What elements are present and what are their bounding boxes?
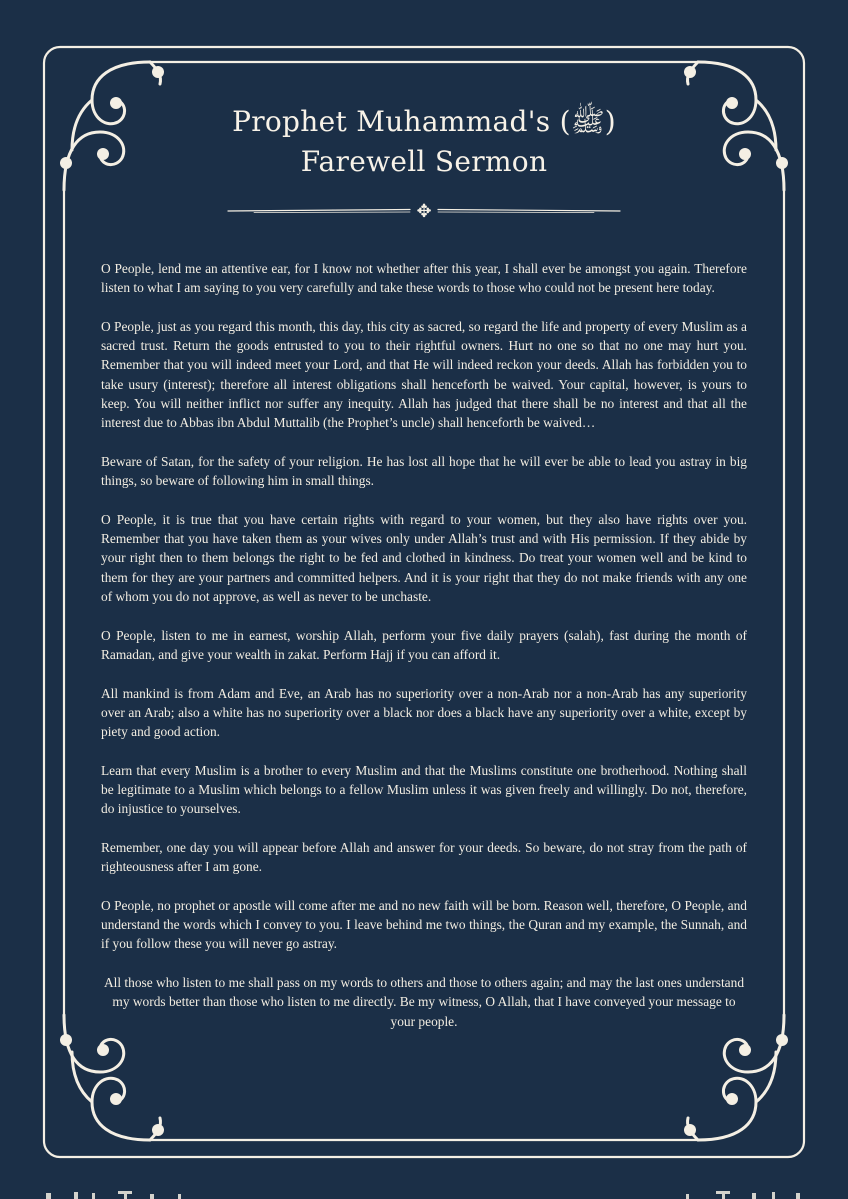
paragraph: All mankind is from Adam and Eve, an Arab has no superiority over a non-Arab nor a non-Arab has any superiority over an Arab; also a white has no superiority over a black nor does a black have any superiority over a white, except by piety and good action. [101,685,747,740]
paragraph: Learn that every Muslim is a brother to every Muslim and that the Muslims constitute one brotherhood. Nothing shall be legitimate to a Muslim which belongs to a fellow Muslim unless it was given freely and willingly. Do not, therefore, do injustice to yourselves. [101,762,747,817]
divider-ornament-icon: ✥ [416,201,432,222]
paragraph: Beware of Satan, for the safety of your religion. He has lost all hope that he will ever be able to lead you astray in big things, so beware of following him in small things. [101,453,747,489]
title-line-2: Farewell Sermon [300,145,548,178]
paragraph: O People, no prophet or apostle will come after me and no new faith will be born. Reason well, therefore, O People, and understand the words which I convey to you. I leave behind me two things, the Quran and my example, the Sunnah, and if you follow these you will never go astray. [101,897,747,952]
paragraph: O People, listen to me in earnest, worship Allah, perform your five daily prayers (salah), fast during the month of Ramadan, and give your wealth in zakat. Perform Hajj if you can afford it. [101,627,747,662]
paragraph: All those who listen to me shall pass on my words to others and those to others again; and may the last ones understand my words better than those who listen to me directly. Be my witness, O Allah, that I have conveyed your message to your people. [103,974,745,1029]
paragraph: O People, it is true that you have certain rights with regard to your women, but they also have rights over you. Remember that you have taken them as your wives only under Allah’s trust and with His permission. If they abide by your right then to them belongs the right to be fed and clothed in kindness. Do treat your women well and be kind to them for they are your partners and committed helpers. And it is your right that they do not make friends with any one of whom you do not approve, as well as never to be unchaste. [101,511,747,605]
title-line-1: Prophet Muhammad's (ﷺ) [232,105,616,138]
title-divider [224,200,624,222]
bottom-edge-fragment [0,1188,848,1199]
page-title [0,102,848,182]
paragraph: Remember, one day you will appear before Allah and answer for your deeds. So beware, do not stray from the path of righteousness after I am gone. [101,839,747,875]
paragraph: O People, just as you regard this month, this day, this city as sacred, so regard the life and property of every Muslim as a sacred trust. Return the goods entrusted to you to their rightful owners. Hurt no one so that no one may hurt you. Remember that you will indeed meet your Lord, and that He will indeed reckon your deeds. Allah has forbidden you to take usury (interest); therefore all interest obligations shall henceforth be waived. Your capital, however, is yours to keep. You will neither inflict nor suffer any inequity. Allah has judged that there shall be no interest and that all the interest due to Abbas ibn Abdul Muttalib (the Prophet’s uncle) shall henceforth be waived… [101,318,747,431]
paragraph: O People, lend me an attentive ear, for I know not whether after this year, I shall ever be amongst you again. Therefore listen to what I am saying to you very carefully and take these words to those who could not be present here today. [101,261,747,296]
sermon-body [101,259,747,1050]
